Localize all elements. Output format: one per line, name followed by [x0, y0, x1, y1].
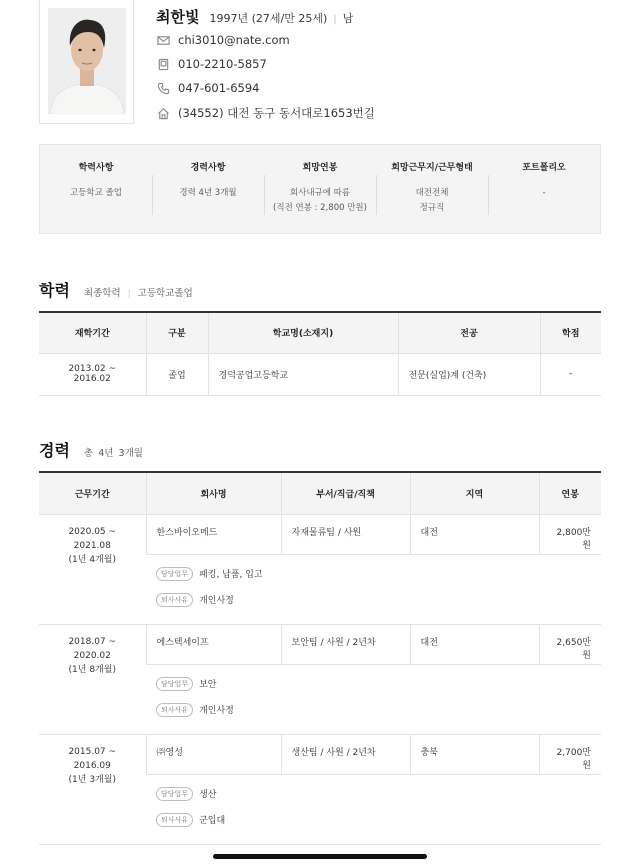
career-dept: 자재물류팀 / 사원: [281, 514, 410, 554]
table-row: [39, 734, 601, 774]
edu-grade: -: [540, 353, 601, 395]
career-period: 2015.07 ~ 2016.09: [68, 746, 117, 771]
career-period-cell: [39, 514, 146, 624]
col-department: 부서/직급/직책: [281, 472, 410, 514]
summary-line: (직전 연봉 : 2,800 만원): [273, 203, 367, 213]
summary-head: 희망근무지/근무형태: [391, 163, 473, 173]
summary-head: 포트폴리오: [522, 163, 566, 173]
summary-line: 회사내규에 따름: [289, 188, 351, 198]
career-company: 한스바이오메드: [146, 514, 281, 554]
leave-text: 군입대: [199, 816, 226, 826]
career-dept: 생산팀 / 사원 / 2년차: [281, 734, 410, 774]
summary-career: [152, 145, 264, 233]
duty-text: 패킹, 납품, 입고: [199, 570, 263, 580]
career-salary: 2,650만원: [539, 624, 601, 664]
career-period-cell: [39, 734, 146, 844]
address-text: (34552) 대전 동구 동서대로1653번길: [178, 106, 375, 120]
col-type: 구분: [146, 312, 208, 353]
phone-text[interactable]: 047-601-6594: [178, 81, 260, 95]
table-header-row: [39, 312, 601, 353]
summary-value: [264, 186, 376, 216]
career-salary: 2,700만원: [539, 734, 601, 774]
address-line: [156, 105, 375, 121]
separator: |: [127, 289, 131, 299]
table-row: [39, 624, 601, 664]
gender: 남: [342, 12, 354, 25]
profile-photo: [48, 8, 126, 114]
summary-value: [376, 186, 488, 216]
col-major: 전공: [398, 312, 540, 353]
duty-tag: 담당업무: [156, 787, 193, 801]
duty-tag: 담당업무: [156, 677, 193, 691]
career-detail: [146, 664, 601, 734]
col-region: 지역: [410, 472, 539, 514]
col-school: 학교명(소재지): [208, 312, 398, 353]
col-salary: 연봉: [539, 472, 601, 514]
summary-line: 정규직: [419, 203, 445, 213]
email-text[interactable]: chi3010@nate.com: [178, 33, 290, 47]
career-detail: [146, 554, 601, 624]
home-icon: [156, 106, 170, 120]
career-region: 충북: [410, 734, 539, 774]
education-title: 학력: [39, 281, 70, 300]
phone-line: [156, 81, 259, 95]
table-row: [39, 514, 601, 554]
duty-line: [156, 787, 591, 801]
summary-head: 희망연봉: [302, 163, 338, 173]
career-detail: [146, 774, 601, 844]
summary-portfolio: [488, 145, 600, 233]
edu-major: 전문(실업)계 (건축): [398, 353, 540, 395]
col-period: 재학기간: [39, 312, 146, 353]
career-title: 경력: [39, 441, 70, 460]
summary-line: -: [542, 188, 546, 198]
leave-line: [156, 593, 591, 607]
mobile-icon: [156, 57, 170, 71]
mobile-line: [156, 57, 267, 71]
summary-head: 경력사항: [190, 163, 226, 173]
education-level-suffix: 졸업: [174, 288, 193, 299]
summary-value: [152, 186, 264, 201]
career-months-unit: 개월: [124, 448, 143, 459]
photo-frame: [39, 0, 134, 124]
leave-tag: 퇴사사유: [156, 813, 193, 827]
edu-type: 졸업: [146, 353, 208, 395]
career-total-prefix: 총: [83, 448, 94, 459]
duty-tag: 담당업무: [156, 567, 193, 581]
duty-text: 생산: [199, 790, 217, 800]
summary-location: [376, 145, 488, 233]
leave-line: [156, 703, 591, 717]
table-row: [39, 353, 601, 395]
col-company: 회사명: [146, 472, 281, 514]
leave-tag: 퇴사사유: [156, 703, 193, 717]
summary-value: [488, 186, 600, 201]
duty-line: [156, 567, 591, 581]
phone-icon: [156, 81, 170, 95]
duty-line: [156, 677, 591, 691]
summary-education: [40, 145, 152, 233]
summary-head: 학력사항: [78, 163, 114, 173]
edu-period: 2013.02 ~ 2016.02: [39, 353, 146, 395]
career-company: ㈜영성: [146, 734, 281, 774]
email-line: [156, 33, 290, 47]
duty-text: 보안: [199, 680, 217, 690]
career-span: (1년 8개월): [68, 664, 116, 675]
col-work-period: 근무기간: [39, 472, 146, 514]
leave-text: 개인사정: [199, 596, 234, 606]
career-dept: 보안팀 / 사원 / 2년차: [281, 624, 410, 664]
career-company: 에스텍세이프: [146, 624, 281, 664]
career-span: (1년 3개월): [68, 774, 116, 785]
career-period: 2020.05 ~ 2021.08: [68, 526, 117, 551]
name-row: [156, 6, 353, 27]
career-region: 대전: [410, 514, 539, 554]
summary-salary: [264, 145, 376, 233]
career-table: [39, 471, 601, 845]
career-salary: 2,800만원: [539, 514, 601, 554]
birth-info: 1997년 (27세/만 25세): [209, 12, 328, 25]
edu-school: 경덕공업고등학교: [208, 353, 398, 395]
summary-value: [40, 186, 152, 201]
leave-tag: 퇴사사유: [156, 593, 193, 607]
col-grade: 학점: [540, 312, 601, 353]
table-header-row: [39, 472, 601, 514]
summary-line: 대전전체: [415, 188, 449, 198]
career-region: 대전: [410, 624, 539, 664]
home-indicator[interactable]: [213, 854, 427, 859]
mobile-text[interactable]: 010-2210-5857: [178, 57, 267, 71]
leave-line: [156, 813, 591, 827]
career-title-row: [39, 438, 143, 461]
education-sub-label: 최종학력: [83, 288, 121, 299]
career-months: 3: [118, 448, 125, 459]
mail-icon: [156, 33, 170, 47]
career-years-unit: 년: [104, 448, 114, 459]
applicant-name: 최한빛: [156, 8, 200, 26]
summary-line: 경력 4년 3개월: [179, 188, 237, 198]
career-years: 4: [98, 448, 105, 459]
career-period-cell: [39, 624, 146, 734]
summary-box: [39, 144, 601, 234]
separator: |: [333, 14, 337, 25]
education-level-accent: 고등학교: [137, 288, 175, 299]
education-table: [39, 311, 601, 396]
leave-text: 개인사정: [199, 706, 234, 716]
education-title-row: [39, 278, 193, 301]
career-period: 2018.07 ~ 2020.02: [68, 636, 117, 661]
career-span: (1년 4개월): [68, 554, 116, 565]
profile-section: [39, 0, 601, 124]
summary-line: 고등학교 졸업: [70, 188, 122, 198]
